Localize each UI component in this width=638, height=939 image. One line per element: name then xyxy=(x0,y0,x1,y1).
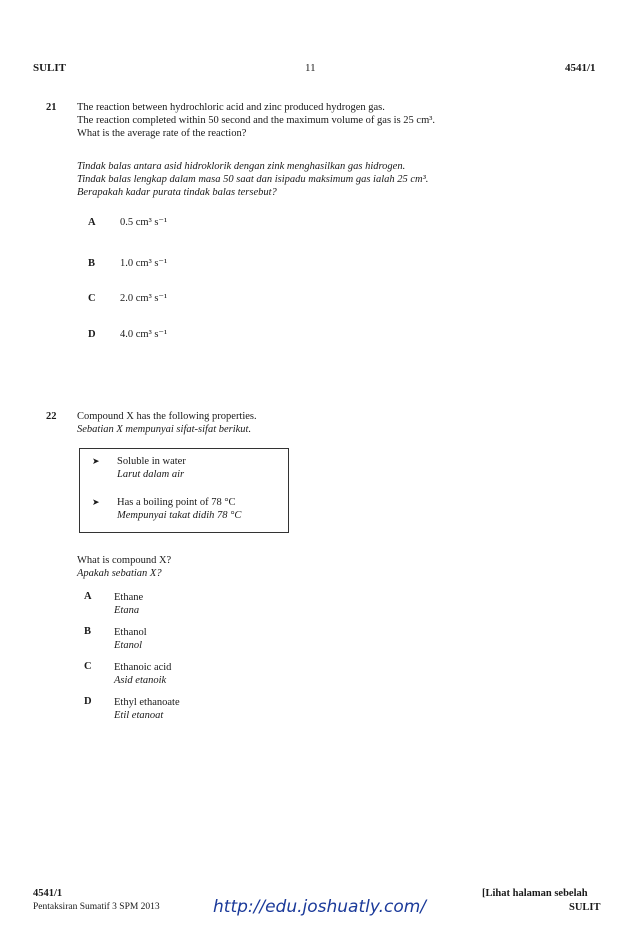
property-2-en: Has a boiling point of 78 °C xyxy=(117,497,236,508)
q21-option-d-letter[interactable]: D xyxy=(88,329,96,340)
q22-ms-stem: Sebatian X mempunyai sifat-sifat berikut. xyxy=(77,424,252,435)
q22-option-c-ms[interactable]: Asid etanoik xyxy=(114,675,167,686)
page-number: 11 xyxy=(305,62,316,74)
q22-option-d-ms[interactable]: Etil etanoat xyxy=(114,710,164,721)
header-sulit: SULIT xyxy=(33,62,67,74)
q21-en-line-3: What is the average rate of the reaction? xyxy=(77,128,247,139)
q22-option-b-en[interactable]: Ethanol xyxy=(114,627,147,638)
q22-option-c-letter[interactable]: C xyxy=(84,661,92,672)
q22-option-a-letter[interactable]: A xyxy=(84,591,92,602)
property-1-ms: Larut dalam air xyxy=(117,469,185,480)
q22-option-b-ms[interactable]: Etanol xyxy=(114,640,142,651)
q21-option-a-letter[interactable]: A xyxy=(88,217,96,228)
q22-option-a-en[interactable]: Ethane xyxy=(114,592,144,603)
q21-option-d-text[interactable]: 4.0 cm³ s⁻¹ xyxy=(120,329,168,340)
q21-en-line-2: The reaction completed within 50 second and the maximum volume of gas is 25 cm³. xyxy=(77,115,436,126)
footer-url-link[interactable]: http://edu.joshuatly.com/ xyxy=(213,897,427,917)
q22-option-d-en[interactable]: Ethyl ethanoate xyxy=(114,697,180,708)
q22-option-b-letter[interactable]: B xyxy=(84,626,92,637)
footer-next-page: [Lihat halaman sebelah xyxy=(482,888,588,899)
footer-exam: Pentaksiran Sumatif 3 SPM 2013 xyxy=(33,902,160,912)
arrow-bullet-icon: ➤ xyxy=(92,456,100,466)
q21-option-c-text[interactable]: 2.0 cm³ s⁻¹ xyxy=(120,293,168,304)
footer-sulit: SULIT xyxy=(569,902,601,913)
q22-question-en: What is compound X? xyxy=(77,555,172,566)
arrow-bullet-icon: ➤ xyxy=(92,497,100,507)
header-code: 4541/1 xyxy=(565,62,596,74)
q21-ms-line-3: Berapakah kadar purata tindak balas tersebut? xyxy=(77,187,277,198)
q21-ms-line-2: Tindak balas lengkap dalam masa 50 saat dan isipadu maksimum gas ialah 25 cm³. xyxy=(77,174,429,185)
q21-option-a-text[interactable]: 0.5 cm³ s⁻¹ xyxy=(120,217,168,228)
q21-option-b-text[interactable]: 1.0 cm³ s⁻¹ xyxy=(120,258,168,269)
property-1-en: Soluble in water xyxy=(117,456,186,467)
footer-code: 4541/1 xyxy=(33,888,63,899)
q22-question-ms: Apakah sebatian X? xyxy=(77,568,162,579)
q21-ms-line-1: Tindak balas antara asid hidroklorik dengan zink menghasilkan gas hidrogen. xyxy=(77,161,406,172)
q21-option-c-letter[interactable]: C xyxy=(88,293,96,304)
q22-option-d-letter[interactable]: D xyxy=(84,696,92,707)
q21-en-line-1: The reaction between hydrochloric acid and zinc produced hydrogen gas. xyxy=(77,102,385,113)
q22-en-stem: Compound X has the following properties. xyxy=(77,411,257,422)
q21-option-b-letter[interactable]: B xyxy=(88,258,96,269)
q22-number: 22 xyxy=(46,411,57,422)
q21-number: 21 xyxy=(46,102,57,113)
property-2-ms: Mempunyai takat didih 78 °C xyxy=(117,510,242,521)
q22-option-c-en[interactable]: Ethanoic acid xyxy=(114,662,172,673)
q22-option-a-ms[interactable]: Etana xyxy=(114,605,140,616)
